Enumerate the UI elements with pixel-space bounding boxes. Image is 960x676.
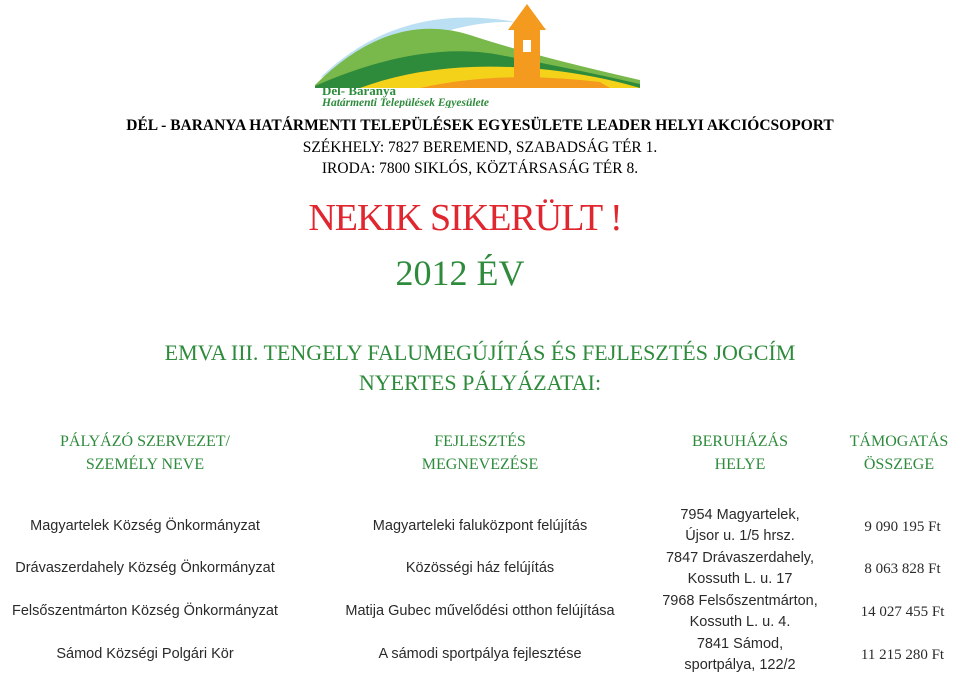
subtitle-line1: EMVA III. TENGELY FALUMEGÚJÍTÁS ÉS FEJLESZTÉS JOGCÍM	[164, 340, 796, 365]
logo-text-line2: Határmenti Települések Egyesülete	[322, 97, 489, 108]
project-cell: A sámodi sportpálya fejlesztése	[378, 646, 582, 662]
column-header-line: TÁMOGATÁS	[849, 433, 949, 450]
project-cell: Magyarteleki faluközpont felújítás	[372, 518, 588, 534]
column-header-amount	[838, 430, 960, 476]
column-header-place	[660, 430, 820, 476]
subtitle-line2: NYERTES PÁLYÁZATAI:	[358, 370, 602, 395]
column-header-line: MEGNEVEZÉSE	[421, 456, 539, 473]
column-header-line: FEJLESZTÉS	[434, 433, 526, 450]
place-line: 7968 Felsőszentmárton,	[662, 593, 818, 609]
place-cell	[650, 591, 830, 633]
column-header-line: ÖSSZEGE	[863, 456, 935, 473]
seat-address: SZÉKHELY: 7827 BEREMEND, SZABADSÁG TÉR 1.	[302, 139, 658, 156]
place-cell	[650, 505, 830, 547]
main-title: NEKIK SIKERÜLT !	[308, 197, 622, 239]
place-line: 7841 Sámod,	[696, 636, 784, 652]
applicant-cell: Drávaszerdahely Község Önkormányzat	[15, 560, 275, 576]
column-header-line: SZEMÉLY NEVE	[85, 456, 205, 473]
association-logo	[300, 0, 660, 108]
column-header-applicant	[10, 430, 280, 476]
applicant-cell: Felsőszentmárton Község Önkormányzat	[12, 603, 278, 619]
column-header-project	[380, 430, 580, 476]
place-line: Kossuth L. u. 4.	[689, 614, 791, 630]
column-header-line: PÁLYÁZÓ SZERVEZET/	[60, 433, 230, 450]
office-address: IRODA: 7800 SIKLÓS, KÖZTÁRSASÁG TÉR 8.	[321, 160, 639, 177]
project-cell: Matija Gubec művelődési otthon felújítása	[345, 603, 615, 619]
place-line: 7954 Magyartelek,	[680, 507, 800, 523]
year-title: 2012 ÉV	[395, 253, 525, 293]
column-header-line: BERUHÁZÁS	[691, 433, 788, 450]
place-line: sportpálya, 122/2	[684, 657, 796, 673]
amount-cell: 14 027 455 Ft	[860, 604, 945, 620]
place-cell	[650, 548, 830, 590]
logo-graphic	[300, 0, 660, 108]
column-header-line: HELYE	[714, 456, 766, 473]
org-name: DÉL - BARANYA HATÁRMENTI TELEPÜLÉSEK EGYESÜLETE LEADER HELYI AKCIÓCSOPORT	[126, 117, 834, 134]
place-line: Kossuth L. u. 17	[687, 571, 793, 587]
applicant-cell: Sámod Községi Polgári Kör	[56, 646, 234, 662]
project-cell: Közösségi ház felújítás	[405, 560, 555, 576]
place-cell	[650, 634, 830, 676]
amount-cell: 8 063 828 Ft	[864, 561, 941, 577]
place-line: Újsor u. 1/5 hrsz.	[685, 528, 795, 544]
place-line: 7847 Drávaszerdahely,	[665, 550, 815, 566]
applicant-cell: Magyartelek Község Önkormányzat	[30, 518, 260, 534]
amount-cell: 11 215 280 Ft	[860, 647, 945, 663]
amount-cell: 9 090 195 Ft	[864, 519, 941, 535]
logo-text-line1: Dél- Baranya	[322, 83, 397, 98]
